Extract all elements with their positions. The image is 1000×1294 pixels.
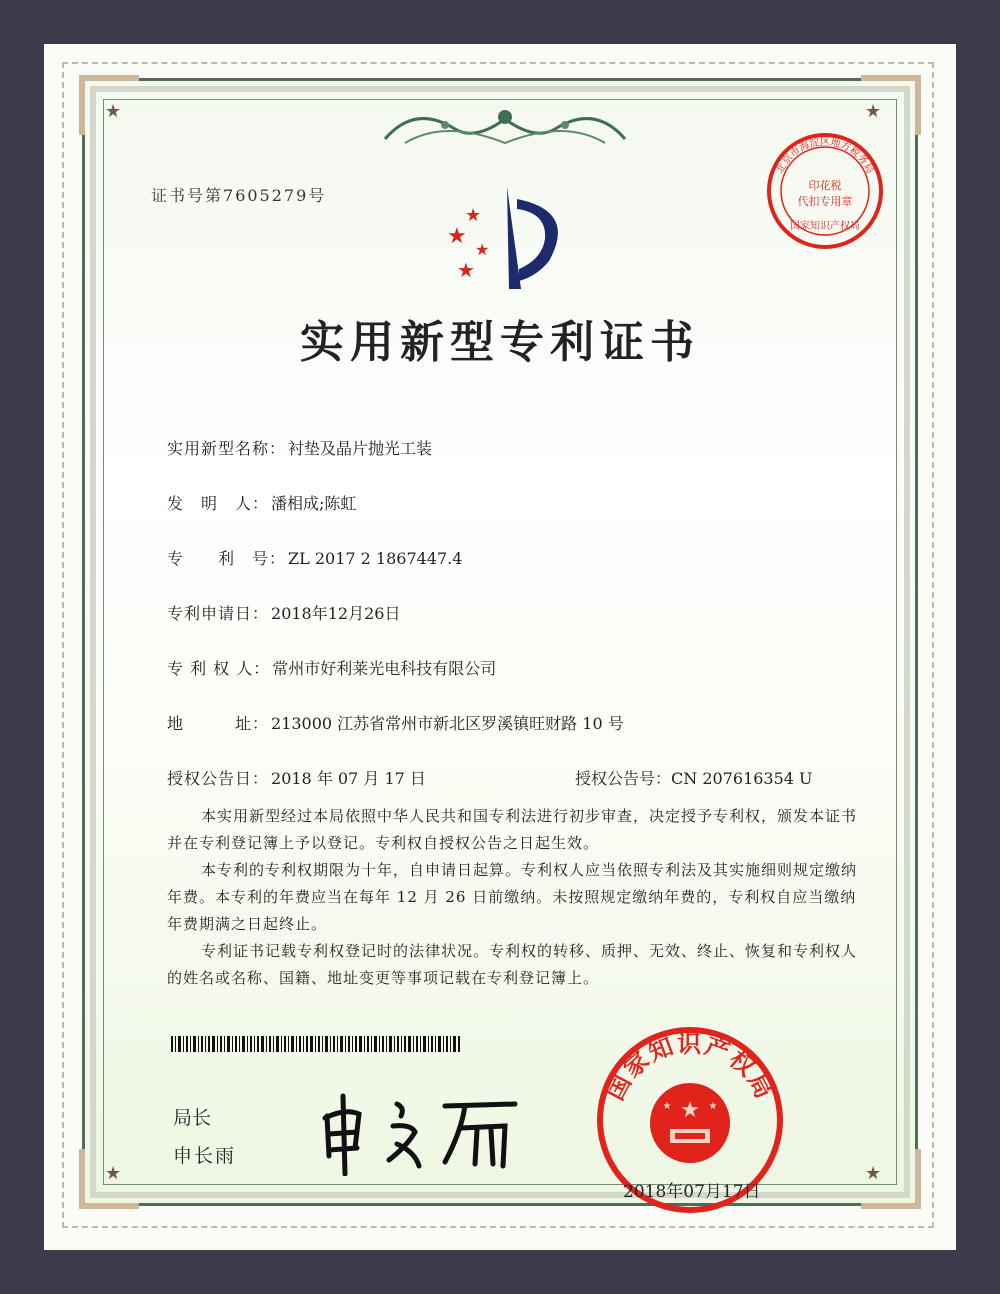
- svg-text:代扣专用章: 代扣专用章: [797, 195, 853, 208]
- field-utility-model-name: 实用新型名称： 衬垫及晶片抛光工装: [167, 439, 433, 458]
- svg-text:★: ★: [662, 1101, 672, 1112]
- corner-gold: [861, 75, 921, 81]
- corner-star-icon: ★: [105, 101, 122, 122]
- field-application-date: 专利申请日： 2018年12月26日: [167, 604, 401, 623]
- corner-star-icon: ★: [105, 1163, 122, 1184]
- field-address: 地 址： 213000 江苏省常州市新北区罗溪镇旺财路 10 号: [167, 714, 624, 733]
- svg-text:★: ★: [475, 240, 490, 259]
- certificate-title: 实用新型专利证书: [300, 317, 700, 368]
- paragraph-3: 专利证书记载专利权登记时的法律状况。专利权的转移、质押、无效、终止、恢复和专利权人的姓名或名称、国籍、地址变更等事项记载在专利登记簿上。: [167, 942, 858, 987]
- field-patent-holder: 专 利 权 人： 常州市好利莱光电科技有限公司: [167, 659, 497, 678]
- svg-text:★: ★: [465, 205, 482, 226]
- barcode: [171, 1036, 461, 1052]
- field-inventor: 发 明 人： 潘相成;陈虹: [167, 494, 357, 513]
- certificate: [82, 78, 918, 1206]
- director-signature: [315, 1086, 525, 1176]
- tax-seal-icon: [765, 131, 885, 251]
- corner-gold: [79, 75, 85, 135]
- svg-text:国家知识产权局: 国家知识产权局: [790, 221, 860, 232]
- issue-date: 2018年07月17日: [623, 1182, 761, 1202]
- field-patent-number: 专 利 号： ZL 2017 2 1867447.4: [167, 549, 463, 568]
- svg-text:★: ★: [457, 258, 475, 282]
- paragraph-1: 本实用新型经过本局依照中华人民共和国专利法进行初步审查，决定授予专利权，颁发本证书并在专利登记簿上予以登记。专利权自授权公告之日起生效。: [167, 807, 858, 852]
- svg-text:国家知识产权局: 国家知识产权局: [600, 1030, 780, 1105]
- corner-star-icon: ★: [865, 1163, 882, 1184]
- patent-office-logo-icon: [437, 181, 587, 291]
- director-title: 局长: [173, 1107, 212, 1129]
- director-name: 申长雨: [173, 1145, 237, 1167]
- svg-text:★: ★: [447, 224, 467, 249]
- svg-text:印花税: 印花税: [808, 179, 842, 192]
- svg-text:北京市海淀区地方税务局: 北京市海淀区地方税务局: [774, 137, 876, 176]
- certificate-number: 证书号第7605279号: [151, 186, 327, 205]
- corner-star-icon: ★: [865, 101, 882, 122]
- paragraph-2: 本专利的专利权期限为十年，自申请日起算。专利权人应当依照专利法及其实施细则规定缴纳年费。本专利的年费应当在每年 12 月 26 日前缴纳。未按照规定缴纳年费的，专利权自应当缴纳年费期满之日起终止。: [167, 861, 858, 933]
- corner-gold: [79, 1149, 85, 1209]
- corner-gold: [79, 75, 139, 81]
- top-ornament-icon: [375, 99, 635, 151]
- field-grant-date: 授权公告日： 2018 年 07 月 17 日: [167, 769, 426, 788]
- svg-text:★: ★: [708, 1101, 718, 1112]
- svg-text:★: ★: [680, 1098, 700, 1123]
- field-grant-number: 授权公告号：CN 207616354 U: [575, 769, 813, 788]
